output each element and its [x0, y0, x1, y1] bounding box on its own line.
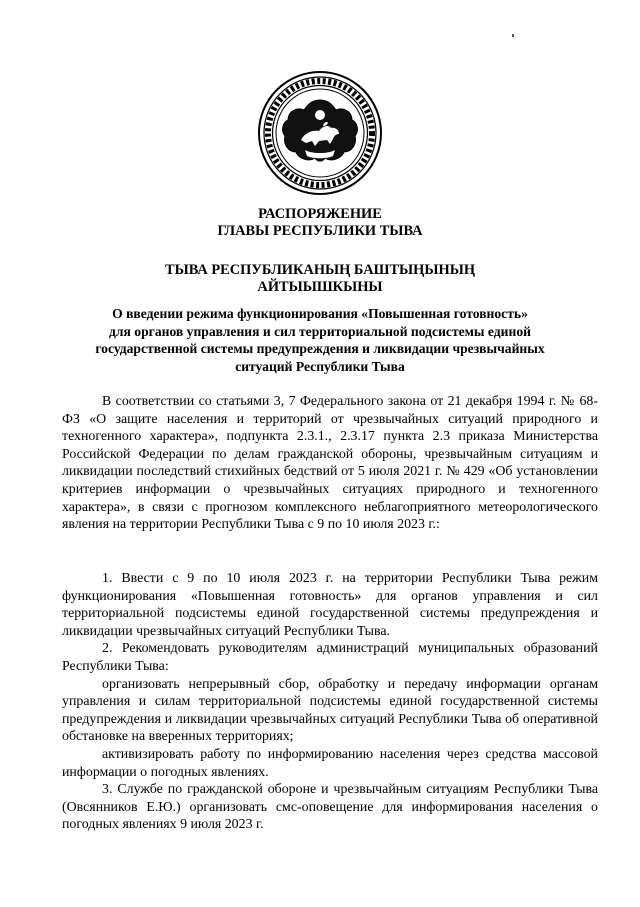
subject-line: О введении режима функционирования «Повышенная готовность» — [112, 306, 528, 321]
subject-line: государственной системы предупреждения и ликвидации чрезвычайных — [95, 341, 545, 356]
item-paragraph: 2. Рекомендовать руководителям администраций муниципальных образований Республики Тыва: — [62, 641, 598, 674]
decree-heading-tuvan — [0, 262, 640, 296]
item-paragraph: 1. Ввести с 9 по 10 июля 2023 г. на территории Республики Тыва режим функционирования «Повышенная готовность» для органов управления и сил территориальной подсистемы единой государственной системы предупреждения и ликвидации чрезвычайных ситуаций Республики Тыва. — [62, 571, 598, 639]
subject-line: для органов управления и сил территориальной подсистемы единой — [109, 323, 531, 339]
subject-line: ситуаций Республики Тыва — [235, 358, 405, 374]
item-paragraph: активизировать работу по информированию населения через средства массовой информации о погодных явлениях. — [62, 746, 598, 780]
preamble-paragraph: В соответствии со статьями 3, 7 Федерального закона от 21 декабря 1994 г. № 68-ФЗ «О защите населения и территорий от чрезвычайных ситуаций природного и техногенного характера», подпункта 2.3.1., 2.3.17 пункта 2.3 приказа Министерства Российской Федерации по делам гражданской обороны, чрезвычайным ситуациям и ликвидации последствий стихийных бедствий от 5 июля 2021 г. № 429 «Об установлении критериев информации о чрезвычайных ситуациях природного и техногенного характера», в связи с прогнозом комплексного неблагоприятного метеорологического явления на территории Республики Тыва с 9 по 10 июля 2023 г.: — [62, 394, 598, 533]
heading-line: РАСПОРЯЖЕНИЕ — [258, 206, 382, 222]
scan-mark — [512, 34, 514, 37]
decree-subject — [60, 305, 580, 375]
decree-items — [62, 570, 598, 834]
tuva-coat-of-arms-icon — [257, 70, 383, 196]
preamble — [62, 393, 598, 534]
heading-line: АЙТЫЫШКЫНЫ — [257, 279, 383, 295]
heading-line: ТЫВА РЕСПУБЛИКАНЫҢ БАШТЫҢЫНЫҢ — [164, 262, 476, 278]
decree-heading-russian — [0, 206, 640, 240]
item-paragraph: 3. Службе по гражданской обороне и чрезвычайным ситуациям Республики Тыва (Овсянников Е.Ю.) организовать смс-оповещение для информирования населения о погодных явлениях 9 июля 2023 г. — [62, 782, 598, 833]
item-paragraph: организовать непрерывный сбор, обработку и передачу информации органам управления и силам территориальной подсистемы единой государственной системы предупреждения и ликвидации чрезвычайных ситуаций Республики Тыва об оперативной обстановке на вверенных территориях; — [62, 676, 598, 745]
heading-line: ГЛАВЫ РЕСПУБЛИКИ ТЫВА — [217, 223, 423, 239]
